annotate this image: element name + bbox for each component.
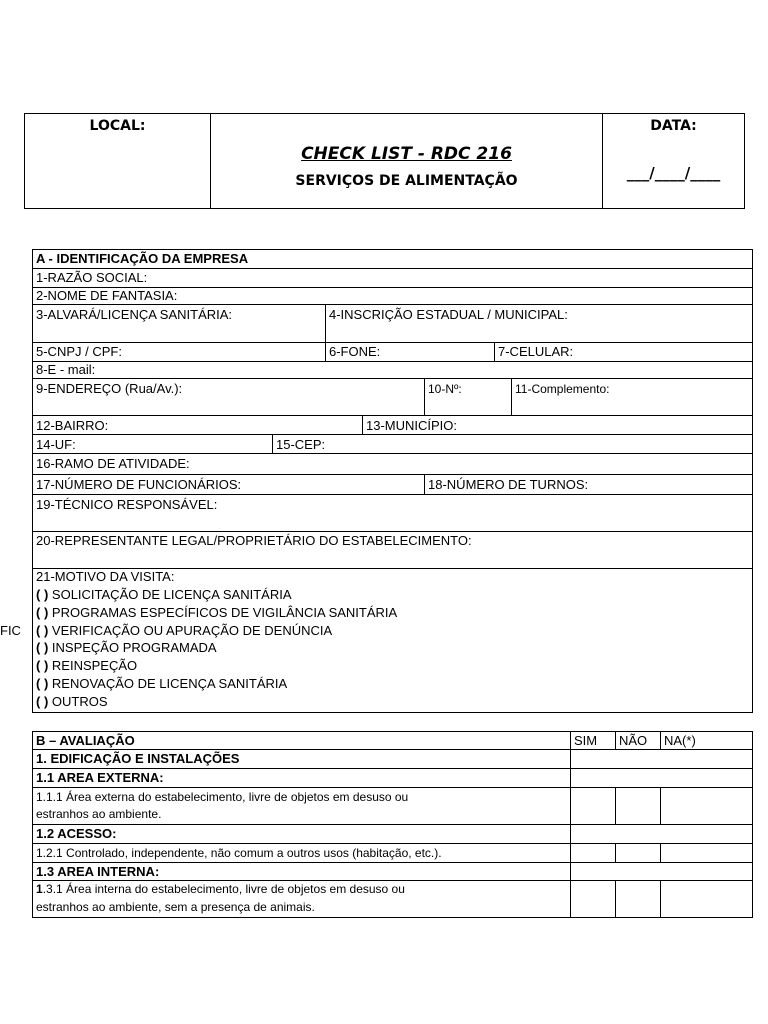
checkbox-mark[interactable]: ( ) [36,605,49,620]
checkbox-mark[interactable]: ( ) [36,694,49,709]
endereco-label: 9-ENDEREÇO (Rua/Av.): [36,381,183,396]
section-a-title: A - IDENTIFICAÇÃO DA EMPRESA [36,251,249,266]
checkbox-mark[interactable]: ( ) [36,623,49,638]
checkbox-mark[interactable]: ( ) [36,676,49,691]
municipio-label: 13-MUNICÍPIO: [366,418,458,433]
tecnico-label: 19-TÉCNICO RESPONSÁVEL: [36,497,218,512]
local-cell [24,113,211,209]
numero-label: 10-Nº: [428,382,462,396]
group-edificacao: 1. EDIFICAÇÃO E INSTALAÇÕES [36,751,240,766]
motivo-label: 21-MOTIVO DA VISITA: [36,569,175,584]
item-1-3-1-line1 [33,882,405,897]
email-label: 8-E - mail: [36,362,96,377]
checkbox-mark[interactable]: ( ) [36,587,49,602]
motivo-option[interactable] [33,658,137,673]
section-b-title: B – AVALIAÇÃO [36,733,135,748]
motivo-option-label: OUTROS [51,694,108,709]
motivo-option-label: SOLICITAÇÃO DE LICENÇA SANITÁRIA [51,587,292,602]
cep-label: 15-CEP: [276,437,326,452]
motivo-option[interactable] [33,623,332,638]
turnos-label: 18-NÚMERO DE TURNOS: [428,477,589,492]
checkbox-mark[interactable]: ( ) [36,640,49,655]
date-cell [602,113,745,209]
complemento-label: 11-Complemento: [515,382,610,396]
col-na-header: NA(*) [664,733,696,748]
alvara-label: 3-ALVARÁ/LICENÇA SANITÁRIA: [36,307,233,322]
nome-fantasia-label: 2-NOME DE FANTASIA: [36,288,178,303]
motivo-option-label: VERIFICAÇÃO OU APURAÇÃO DE DENÚNCIA [51,623,333,638]
item-1-3-1-bold: 1 [36,882,43,896]
cnpj-label: 5-CNPJ / CPF: [36,344,122,359]
razao-social-label: 1-RAZÃO SOCIAL: [36,270,148,285]
motivo-option[interactable] [33,605,397,620]
uf-label: 14-UF: [36,437,76,452]
title-cell [210,113,603,209]
motivo-option-label: RENOVAÇÃO DE LICENÇA SANITÁRIA [51,676,288,691]
sub-area-externa: 1.1 AREA EXTERNA: [36,770,164,785]
motivo-option-label: REINSPEÇÃO [51,658,138,673]
item-1-1-1-line2: estranhos ao ambiente. [36,807,162,821]
checkbox-mark[interactable]: ( ) [36,658,49,673]
sub-area-interna: 1.3 AREA INTERNA: [36,864,160,879]
local-label: LOCAL: [89,118,146,134]
motivo-option-label: INSPEÇÃO PROGRAMADA [51,640,217,655]
form-subtitle: SERVIÇOS DE ALIMENTAÇÃO [295,173,518,189]
margin-fragment: FIC [0,623,21,638]
date-label: DATA: [650,118,697,134]
motivo-option-label: PROGRAMAS ESPECÍFICOS DE VIGILÂNCIA SANITÁRIA [51,605,398,620]
ramo-label: 16-RAMO DE ATIVIDADE: [36,456,190,471]
motivo-option[interactable] [33,640,217,655]
sub-acesso: 1.2 ACESSO: [36,826,117,841]
funcionarios-label: 17-NÚMERO DE FUNCIONÁRIOS: [36,477,242,492]
bairro-label: 12-BAIRRO: [36,418,109,433]
col-sim-header: SIM [574,733,598,748]
motivo-option[interactable] [33,587,292,602]
motivo-option[interactable] [33,694,108,709]
fone-label: 6-FONE: [329,344,381,359]
celular-label: 7-CELULAR: [498,344,574,359]
col-nao-header: NÃO [619,733,648,748]
item-1-3-1-line2: estranhos ao ambiente, sem a presença de animais. [36,900,315,914]
item-1-1-1-line1: 1.1.1 Área externa do estabelecimento, livre de objetos em desuso ou [36,790,409,804]
item-1-2-1: 1.2.1 Controlado, independente, não comum a outros usos (habitação, etc.). [36,846,442,860]
representante-label: 20-REPRESENTANTE LEGAL/PROPRIETÁRIO DO ESTABELECIMENTO: [36,533,472,548]
motivo-option[interactable] [33,676,287,691]
form-title: CHECK LIST - RDC 216 [301,144,512,164]
date-field[interactable]: ___/____/____ [626,164,721,182]
item-1-3-1-text: .3.1 Área interna do estabelecimento, livre de objetos em desuso ou [42,882,405,896]
inscricao-label: 4-INSCRIÇÃO ESTADUAL / MUNICIPAL: [329,307,568,322]
